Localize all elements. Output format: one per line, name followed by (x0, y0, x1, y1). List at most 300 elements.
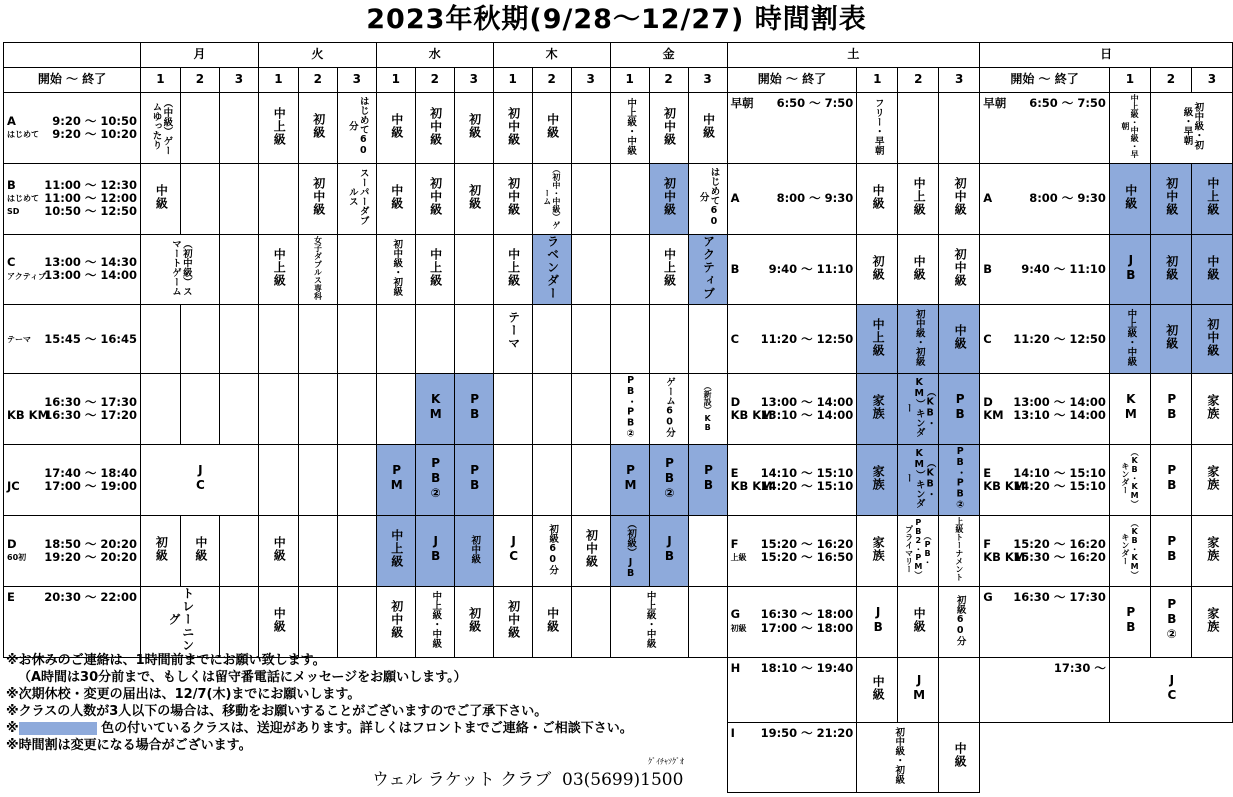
time-range (983, 263, 1106, 276)
class-cell (939, 93, 980, 164)
class-cell-highlighted: ラベンダー (532, 234, 571, 305)
class-cell (219, 374, 258, 445)
class-cell: JC (140, 445, 258, 516)
time-value: 19:50 ～ 21:20 (760, 725, 854, 740)
class-cell-highlighted: PB・PB② (939, 445, 980, 516)
time-range (983, 480, 1106, 493)
class-cell: JB (857, 586, 898, 657)
class-cell (571, 445, 610, 516)
class-number: 3 (454, 68, 493, 93)
time-label: KB KM (730, 479, 773, 494)
class-cell (688, 586, 727, 657)
class-cell: 中級 (140, 163, 180, 234)
class-cell: 中級 (939, 722, 980, 792)
highlight-color-swatch (19, 722, 97, 735)
time-value: 11:20 ～ 12:50 (760, 331, 854, 346)
class-cell (298, 445, 337, 516)
time-range (731, 727, 854, 740)
time-label-header: 開始 ～ 終了 (727, 68, 857, 93)
class-cell (298, 305, 337, 374)
class-cell: フリー・早朝 (857, 93, 898, 164)
time-value: 10:50 ～ 12:50 (44, 204, 137, 219)
time-cell (980, 234, 1110, 305)
time-value: 11:00 ～ 12:00 (44, 191, 137, 206)
time-label: G (983, 589, 993, 604)
time-label: テーマ (7, 334, 31, 344)
class-number: 2 (415, 68, 454, 93)
slot-row-b (4, 163, 1233, 234)
class-cell: 中上級・中級 (610, 586, 688, 657)
club-name: ウェル ラケット クラブ (372, 770, 552, 790)
class-cell-highlighted: PB (939, 374, 980, 445)
time-range (7, 269, 137, 282)
time-label: E (730, 465, 739, 480)
time-range (983, 662, 1106, 675)
time-cell (727, 722, 857, 792)
time-label: 早朝 (983, 96, 1007, 110)
time-value: 15:20 ～ 16:20 (760, 536, 854, 551)
note-text: 色の付いているクラスは、送迎があります。詳しくはフロントまでご連絡・ご相談下さい。 (101, 721, 633, 736)
class-number: 2 (898, 68, 939, 93)
time-label: B (730, 261, 740, 276)
time-range (983, 551, 1106, 564)
time-range (7, 538, 137, 551)
note-line (6, 720, 711, 737)
class-cell-highlighted: 初中級 (1191, 305, 1232, 374)
time-value: 14:10 ～ 15:10 (760, 465, 854, 480)
class-cell: 初級 (454, 93, 493, 164)
class-number: 1 (376, 68, 415, 93)
class-cell: 中級 (376, 163, 415, 234)
class-cell: 中級 (258, 515, 298, 586)
class-cell: 中級 (857, 163, 898, 234)
class-cell: 初級 (454, 586, 493, 657)
note-line: ※お休みのご連絡は、1時間前までにお願い致します。 (6, 653, 326, 668)
day-header-thu: 木 (493, 43, 610, 68)
time-value: 16:30 ～ 17:20 (44, 408, 137, 423)
time-cell (4, 163, 141, 234)
class-cell-highlighted: （初級）JB (610, 515, 649, 586)
time-cell (980, 657, 1110, 722)
class-cell-highlighted: PB② (415, 445, 454, 516)
time-range (731, 263, 854, 276)
class-cell (571, 586, 610, 657)
class-cell (219, 515, 258, 586)
class-cell (298, 586, 337, 657)
time-label: I (730, 725, 735, 740)
class-cell (298, 374, 337, 445)
empty-area (980, 722, 1233, 792)
time-range (7, 480, 137, 493)
time-range (731, 97, 854, 110)
slot-row-c (4, 234, 1233, 305)
class-cell-highlighted: PM (610, 445, 649, 516)
class-cell: 中級 (898, 234, 939, 305)
class-number: 2 (298, 68, 337, 93)
class-cell: JC (1109, 657, 1232, 722)
time-value: 16:30 ～ 17:30 (44, 395, 137, 410)
class-cell-highlighted: （KB・KM）キンダー (898, 445, 939, 516)
time-cell (980, 305, 1110, 374)
time-label: D (983, 395, 993, 410)
time-value: 8:00 ～ 9:30 (776, 191, 854, 206)
class-cell-highlighted: PB (454, 445, 493, 516)
time-value: 19:20 ～ 20:20 (44, 549, 137, 564)
class-number: 2 (180, 68, 219, 93)
time-range (7, 591, 137, 604)
class-cell (649, 305, 688, 374)
time-range (731, 480, 854, 493)
class-cell: PB (1150, 515, 1191, 586)
class-cell-highlighted: 中級 (939, 305, 980, 374)
class-cell-highlighted: JB (415, 515, 454, 586)
day-header-wed: 水 (376, 43, 493, 68)
time-range (731, 409, 854, 422)
class-cell: 中級 (532, 93, 571, 164)
slot-row-kids (4, 374, 1233, 445)
time-cell (727, 586, 857, 657)
time-label: KB KM (983, 479, 1026, 494)
class-cell-highlighted: 初級 (1150, 234, 1191, 305)
class-cell (337, 586, 376, 657)
class-cell (337, 515, 376, 586)
time-cell (4, 586, 141, 657)
class-cell: 初中級・初級 (376, 234, 415, 305)
class-number: 1 (1109, 68, 1150, 93)
time-value: 11:00 ～ 12:30 (44, 177, 137, 192)
class-number: 3 (688, 68, 727, 93)
time-value: 14:20 ～ 15:10 (760, 479, 854, 494)
time-label: B (7, 177, 16, 192)
time-cell (727, 163, 857, 234)
time-value: 14:10 ～ 15:10 (1013, 465, 1106, 480)
time-value: 13:00 ～ 14:00 (1013, 395, 1106, 410)
time-value: 17:00 ～ 18:00 (760, 620, 854, 635)
class-number: 1 (493, 68, 532, 93)
time-value: 15:20 ～ 16:50 (760, 549, 854, 564)
class-number: 3 (939, 68, 980, 93)
time-cell (980, 163, 1110, 234)
class-cell: 中級 (180, 515, 219, 586)
time-range (731, 662, 854, 675)
class-cell (180, 163, 219, 234)
class-cell: 中級 (376, 93, 415, 164)
time-cell (980, 93, 1110, 164)
class-cell: 初級 (454, 163, 493, 234)
note-line: ※時間割は変更になる場合がございます。 (6, 738, 252, 753)
class-cell: 初中級 (939, 163, 980, 234)
time-cell (727, 374, 857, 445)
class-cell (493, 445, 532, 516)
class-cell: テーマ (493, 305, 532, 374)
class-cell-highlighted: JB (649, 515, 688, 586)
class-cell (415, 305, 454, 374)
time-label: H (730, 660, 741, 675)
time-cell (727, 234, 857, 305)
class-cell: 女子ダブルス専科 (298, 234, 337, 305)
time-range (7, 409, 137, 422)
time-cell (4, 93, 141, 164)
time-value: 15:20 ～ 16:20 (1013, 536, 1106, 551)
time-value: 13:10 ～ 14:00 (1013, 408, 1106, 423)
class-cell-highlighted: 家族 (857, 445, 898, 516)
class-cell: 初中級 (493, 163, 532, 234)
time-range (731, 551, 854, 564)
time-value: 13:00 ～ 14:00 (760, 395, 854, 410)
day-header-tue: 火 (258, 43, 376, 68)
class-number: 3 (1191, 68, 1232, 93)
class-cell: 家族 (1191, 374, 1232, 445)
time-range (7, 128, 137, 141)
class-cell (140, 305, 180, 374)
time-cell (727, 515, 857, 586)
class-cell: （新設）KB (688, 374, 727, 445)
time-range (7, 551, 137, 564)
time-label-header: 開始 ～ 終了 (4, 68, 141, 93)
class-cell (337, 445, 376, 516)
class-cell-highlighted: PB (454, 374, 493, 445)
class-cell: 初中級 (493, 586, 532, 657)
time-value: 11:20 ～ 12:50 (1013, 331, 1106, 346)
class-cell: 家族 (1191, 445, 1232, 516)
time-range (983, 333, 1106, 346)
class-cell-highlighted: 中級 (1191, 234, 1232, 305)
time-label: A (983, 191, 993, 206)
time-label: 初級 (730, 623, 747, 633)
class-cell (454, 305, 493, 374)
time-value: 9:40 ～ 11:10 (768, 261, 854, 276)
time-label: E (7, 589, 15, 604)
class-cell-highlighted: 初中級 (454, 515, 493, 586)
class-number: 1 (610, 68, 649, 93)
time-label-header: 開始 ～ 終了 (980, 68, 1110, 93)
time-label: JC (7, 479, 20, 494)
class-cell: KM (1109, 374, 1150, 445)
time-value: 14:20 ～ 15:10 (1013, 479, 1106, 494)
class-cell (337, 374, 376, 445)
class-cell-highlighted: PB② (649, 445, 688, 516)
time-label: A (7, 113, 16, 128)
time-range (983, 591, 1106, 604)
class-cell (258, 374, 298, 445)
class-cell: PB・PB② (610, 374, 649, 445)
time-cell (4, 374, 141, 445)
time-cell (980, 374, 1110, 445)
slot-row-junior (4, 445, 1233, 516)
class-cell: （PB・PB2・PM）プライマリー (898, 515, 939, 586)
class-number: 3 (219, 68, 258, 93)
time-cell (980, 586, 1110, 657)
class-cell: （KB・KM）キンダー (1109, 515, 1150, 586)
time-label: KM (983, 408, 1004, 423)
class-cell (376, 374, 415, 445)
class-cell: PB② (1150, 586, 1191, 657)
class-cell (939, 657, 980, 722)
club-phone-kana: ｸﾞｲﾁｬｿｸﾞｵ (648, 757, 684, 766)
class-cell: 中級 (258, 586, 298, 657)
time-range (731, 608, 854, 621)
class-cell: PB (1150, 445, 1191, 516)
time-range (983, 538, 1106, 551)
class-cell (258, 305, 298, 374)
time-cell (727, 305, 857, 374)
corner-cell (4, 43, 141, 68)
time-value: 18:10 ～ 19:40 (760, 660, 854, 675)
time-value: 13:00 ～ 14:30 (44, 255, 137, 270)
class-cell: 中上級 (415, 234, 454, 305)
club-phone: 03(5699)1500 (562, 770, 684, 790)
class-cell (337, 234, 376, 305)
class-cell (219, 305, 258, 374)
time-label: はじめて (7, 129, 39, 139)
class-cell (140, 374, 180, 445)
slot-row-d (4, 515, 1233, 586)
class-cell: 家族 (857, 515, 898, 586)
class-cell: 初中級 (298, 163, 337, 234)
time-value: 17:00 ～ 19:00 (44, 479, 137, 494)
class-cell-highlighted: 初級 (1150, 305, 1191, 374)
class-cell (180, 93, 219, 164)
class-cell: 中級 (688, 93, 727, 164)
class-cell (688, 515, 727, 586)
class-cell: 初中級 (571, 515, 610, 586)
time-cell (980, 445, 1110, 516)
day-header-sun: 日 (980, 43, 1233, 68)
class-cell: 初中級 (939, 234, 980, 305)
time-range (7, 205, 137, 218)
class-cell (454, 234, 493, 305)
class-cell (298, 515, 337, 586)
slot-row-theme (4, 305, 1233, 374)
time-value: 20:30 ～ 22:00 (44, 589, 137, 604)
class-cell: PB (1150, 374, 1191, 445)
class-cell (532, 445, 571, 516)
class-cell: 初級60分 (939, 586, 980, 657)
class-cell (610, 163, 649, 234)
class-cell: （初中級）スマートゲーム (140, 234, 219, 305)
time-value: 17:30 ～ (1053, 660, 1106, 675)
time-value: 9:40 ～ 11:10 (1021, 261, 1106, 276)
class-cell: 初級 (298, 93, 337, 164)
class-cell: 初中級 (493, 93, 532, 164)
class-cell-highlighted: 中上級 (1191, 163, 1232, 234)
class-cell: 初中級 (415, 163, 454, 234)
class-number: 1 (857, 68, 898, 93)
class-cell (337, 305, 376, 374)
time-label: C (7, 255, 16, 270)
class-cell: 家族 (1191, 586, 1232, 657)
time-value: 18:50 ～ 20:20 (44, 536, 137, 551)
time-label: KB KM (983, 549, 1026, 564)
class-cell: PB (1109, 586, 1150, 657)
class-cell: 中上級・中級 (610, 93, 649, 164)
class-cell: 中上級 (258, 93, 298, 164)
class-cell: 中上級 (493, 234, 532, 305)
time-label: SD (7, 207, 20, 217)
time-range (983, 409, 1106, 422)
time-label: F (730, 536, 739, 551)
time-label: C (730, 331, 740, 346)
time-value: 17:40 ～ 18:40 (44, 465, 137, 480)
class-number: 2 (532, 68, 571, 93)
class-cell: JC (493, 515, 532, 586)
note-line: （A時間は30分前まで、もしくは留守番電話にメッセージをお願いします。） (18, 670, 467, 685)
notes (6, 652, 711, 754)
time-label: 60初 (7, 552, 27, 562)
class-cell (532, 305, 571, 374)
class-cell: スーパーダブルス (337, 163, 376, 234)
time-label: G (730, 607, 741, 622)
time-value: 15:45 ～ 16:45 (44, 331, 137, 346)
time-value: 13:10 ～ 14:00 (760, 408, 854, 423)
time-label: KB KM (7, 408, 50, 423)
class-cell (258, 163, 298, 234)
page-title: 2023年秋期(9/28～12/27) 時間割表 (366, 4, 867, 35)
class-cell: （KB・KM）キンダー (1109, 445, 1150, 516)
class-cell (571, 234, 610, 305)
class-cell: 中上級 (258, 234, 298, 305)
class-cell (898, 93, 939, 164)
class-cell (219, 586, 258, 657)
time-value: 8:00 ～ 9:30 (1029, 191, 1106, 206)
class-cell (688, 305, 727, 374)
class-cell: ゲーム60分 (649, 374, 688, 445)
time-label: アクティブ (7, 271, 47, 281)
time-cell (727, 445, 857, 516)
class-cell: はじめて60分 (337, 93, 376, 164)
time-cell (4, 515, 141, 586)
class-cell-highlighted: 家族 (857, 374, 898, 445)
class-cell-highlighted: JB (1109, 234, 1150, 305)
time-label: E (983, 465, 992, 480)
class-cell-highlighted: PB (688, 445, 727, 516)
class-cell: 中上級・中級 (415, 586, 454, 657)
note-line: ※次期休校・変更の届出は、12/7(木)までにお願いします。 (6, 687, 361, 702)
time-label: D (730, 395, 741, 410)
time-cell (4, 234, 141, 305)
time-label: KB KM (730, 408, 773, 423)
time-label: 早朝 (730, 96, 754, 110)
class-cell: 中級 (898, 586, 939, 657)
class-cell-highlighted: 中上級 (376, 515, 415, 586)
time-value: 15:30 ～ 16:20 (1013, 549, 1106, 564)
club-footer (372, 758, 712, 792)
class-cell (219, 234, 258, 305)
time-value: 6:50 ～ 7:50 (776, 96, 854, 110)
day-header-fri: 金 (610, 43, 727, 68)
class-cell (610, 305, 649, 374)
class-cell-highlighted: 中級 (1109, 163, 1150, 234)
class-cell: 初級 (140, 515, 180, 586)
time-label: C (983, 331, 992, 346)
class-cell-highlighted: PM (376, 445, 415, 516)
time-range (7, 333, 137, 346)
class-cell-highlighted: 中上級・中級 (1109, 305, 1150, 374)
class-cell (219, 163, 258, 234)
time-label: はじめて (7, 194, 39, 204)
class-cell: 初中級 (415, 93, 454, 164)
time-range (731, 538, 854, 551)
time-range (7, 115, 137, 128)
class-cell: 上級トーナメント (939, 515, 980, 586)
time-label: F (983, 536, 992, 551)
class-cell: 中上級 (898, 163, 939, 234)
class-number: 1 (140, 68, 180, 93)
time-label: B (983, 261, 992, 276)
time-value: 9:20 ～ 10:20 (52, 126, 137, 141)
class-cell: JM (898, 657, 939, 722)
class-cell-highlighted: アクティブ (688, 234, 727, 305)
